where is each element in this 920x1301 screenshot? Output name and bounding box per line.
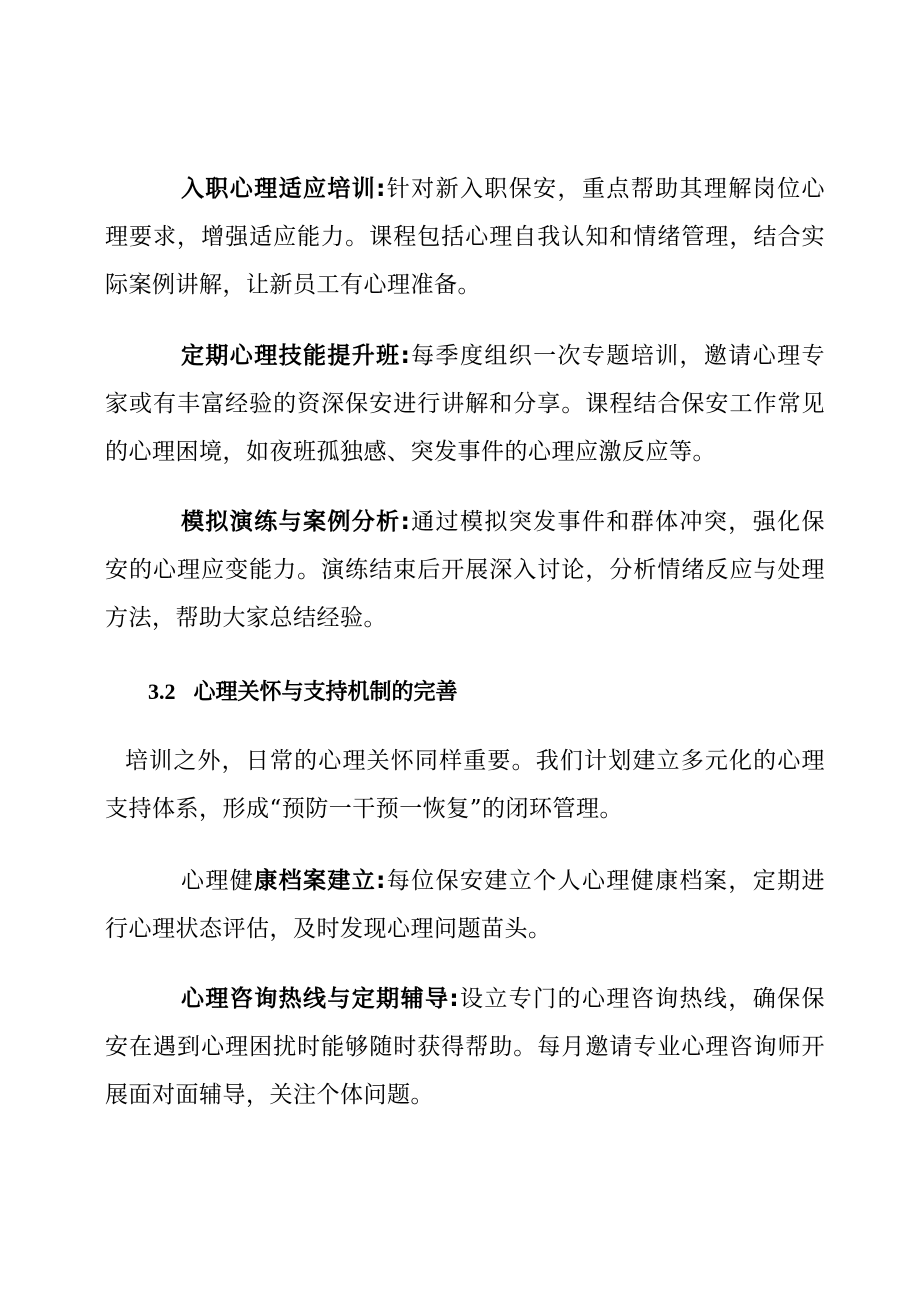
paragraph-prefix: 心理健 [181,868,255,894]
section-heading [148,676,458,709]
paragraph-lead: 入职心理适应培训: [181,176,386,202]
paragraph-text: 针对新入职保安，重点帮助其理解岗位心理要求，增强适应能力。课程包括心理自我认知和情绪管理，结合实际案例讲解，让新员工有心理准备。 [105,176,826,298]
paragraph-lead: 模拟演练与案例分析: [181,509,411,535]
paragraph-health-records [105,857,825,953]
paragraph-lead: 康档案建立: [254,868,386,894]
paragraph-intro: 培训之外，日常的心理关怀同样重要。我们计划建立多元化的心理支持体系，形成“预防一干预一恢复”的闭环管理。 [105,748,825,822]
paragraph-skill-upgrade-class [105,332,825,476]
paragraph-onboarding-training [105,165,825,309]
paragraph-lead: 定期心理技能提升班: [181,343,411,369]
paragraph-simulation-drills [105,498,825,642]
section-title: 心理关怀与支持机制的完善 [193,680,458,705]
paragraph-lead: 心理咨询热线与定期辅导: [181,986,460,1012]
paragraph-text: 每位保安建立个人心理健康档案，定期进行心理状态评估，及时发现心理问题苗头。 [105,868,826,942]
paragraph-text: 设立专门的心理咨询热线，确保保安在遇到心理困扰时能够随时获得帮助。每月邀请专业心理咨询师开展面对面辅导，关注个体问题。 [105,986,826,1108]
paragraph-text: 每季度组织一次专题培训，邀请心理专家或有丰富经验的资深保安进行讲解和分享。课程结合保安工作常见的心理困境，如夜班孤独感、突发事件的心理应激反应等。 [105,343,825,465]
section-number: 3.2 [148,679,176,704]
paragraph-hotline-counseling [105,975,825,1119]
paragraph-text: 通过模拟突发事件和群体冲突，强化保安的心理应变能力。演练结束后开展深入讨论，分析情绪反应与处理方法，帮助大家总结经验。 [105,509,825,631]
